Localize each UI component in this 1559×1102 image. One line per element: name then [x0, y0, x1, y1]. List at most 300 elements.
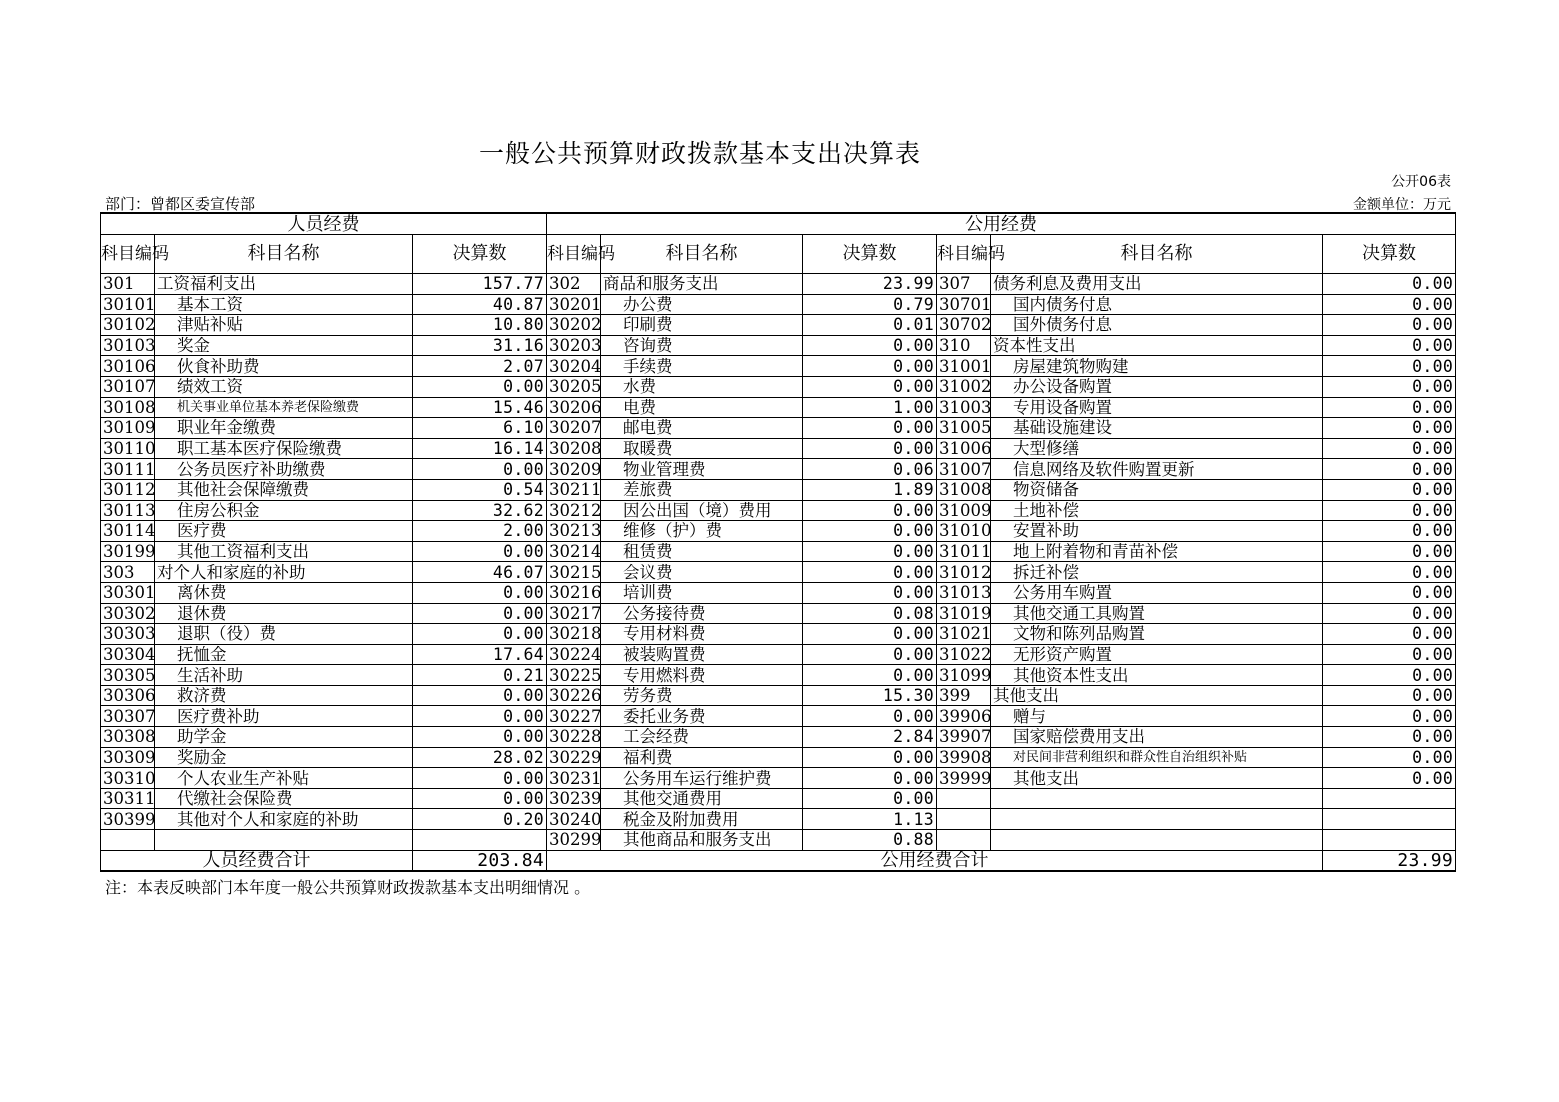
cell-code: 30215	[547, 562, 601, 583]
cell-code: 30207	[547, 418, 601, 439]
cell-amount: 0.00	[1323, 521, 1456, 542]
cell-name: 专用材料费	[601, 624, 803, 645]
table-row	[101, 294, 1456, 315]
cell-name: 津贴补贴	[155, 315, 413, 336]
cell-amount: 0.08	[803, 603, 937, 624]
cell-name: 个人农业生产补贴	[155, 768, 413, 789]
cell-code: 31019	[937, 603, 991, 624]
totals-row	[101, 850, 1456, 871]
section-personnel: 人员经费	[101, 213, 547, 235]
cell-amount: 0.00	[1323, 747, 1456, 768]
cell-code: 30212	[547, 500, 601, 521]
footnote: 注：本表反映部门本年度一般公共预算财政拨款基本支出明细情况 。	[105, 878, 591, 897]
cell-amount: 32.62	[413, 500, 547, 521]
cell-amount: 0.00	[1323, 727, 1456, 748]
cell-amount: 0.00	[413, 376, 547, 397]
cell-amount: 0.00	[1323, 582, 1456, 603]
cell-name: 其他社会保障缴费	[155, 479, 413, 500]
cell-code: 31003	[937, 397, 991, 418]
table-row	[101, 727, 1456, 748]
cell-name: 其他商品和服务支出	[601, 830, 803, 851]
cell-name: 其他对个人和家庭的补助	[155, 809, 413, 830]
form-number: 公开06表	[1391, 174, 1451, 190]
cell-code: 39908	[937, 747, 991, 768]
cell-code: 31001	[937, 356, 991, 377]
cell-code: 30201	[547, 294, 601, 315]
cell-code: 302	[547, 274, 601, 295]
cell-name: 电费	[601, 397, 803, 418]
cell-name: 安置补助	[991, 521, 1323, 542]
cell-code: 30231	[547, 768, 601, 789]
cell-code: 30111	[101, 459, 155, 480]
cell-code: 31099	[937, 665, 991, 686]
cell-amount: 0.00	[803, 747, 937, 768]
cell-amount	[413, 830, 547, 851]
cell-name: 国外债务付息	[991, 315, 1323, 336]
cell-code: 30214	[547, 541, 601, 562]
cell-amount: 17.64	[413, 644, 547, 665]
cell-amount: 0.00	[803, 788, 937, 809]
cell-name: 水费	[601, 376, 803, 397]
cell-code: 30103	[101, 335, 155, 356]
cell-name: 基础设施建设	[991, 418, 1323, 439]
cell-amount: 2.00	[413, 521, 547, 542]
public-total-label: 公用经费合计	[547, 850, 1323, 871]
table-row	[101, 315, 1456, 336]
personnel-total-label: 人员经费合计	[101, 850, 413, 871]
cell-amount: 157.77	[413, 274, 547, 295]
cell-amount: 0.00	[1323, 438, 1456, 459]
cell-amount: 0.00	[1323, 274, 1456, 295]
cell-amount: 0.00	[1323, 376, 1456, 397]
cell-amount: 0.00	[803, 768, 937, 789]
cell-name: 手续费	[601, 356, 803, 377]
cell-amount: 0.00	[1323, 644, 1456, 665]
cell-code: 30226	[547, 685, 601, 706]
cell-name: 对民间非营利组织和群众性自治组织补贴	[991, 747, 1323, 768]
cell-name: 劳务费	[601, 685, 803, 706]
cell-code	[937, 830, 991, 851]
cell-name: 拆迁补偿	[991, 562, 1323, 583]
cell-code: 31013	[937, 582, 991, 603]
cell-name: 福利费	[601, 747, 803, 768]
table-row	[101, 706, 1456, 727]
cell-name: 退职（役）费	[155, 624, 413, 645]
cell-amount: 31.16	[413, 335, 547, 356]
table-row	[101, 665, 1456, 686]
cell-name: 租赁费	[601, 541, 803, 562]
cell-name: 绩效工资	[155, 376, 413, 397]
cell-code: 30229	[547, 747, 601, 768]
cell-amount: 0.00	[803, 665, 937, 686]
cell-code: 30303	[101, 624, 155, 645]
cell-name: 助学金	[155, 727, 413, 748]
cell-amount: 0.00	[803, 644, 937, 665]
budget-table	[100, 212, 1456, 872]
cell-name: 委托业务费	[601, 706, 803, 727]
cell-name: 专用燃料费	[601, 665, 803, 686]
cell-code: 30113	[101, 500, 155, 521]
cell-amount: 40.87	[413, 294, 547, 315]
section-public: 公用经费	[547, 213, 1456, 235]
cell-name: 专用设备购置	[991, 397, 1323, 418]
cell-name: 奖金	[155, 335, 413, 356]
cell-code: 301	[101, 274, 155, 295]
cell-amount: 0.54	[413, 479, 547, 500]
table-row	[101, 582, 1456, 603]
cell-name: 商品和服务支出	[601, 274, 803, 295]
cell-name: 其他工资福利支出	[155, 541, 413, 562]
cell-name: 工资福利支出	[155, 274, 413, 295]
cell-code: 30399	[101, 809, 155, 830]
cell-code	[937, 809, 991, 830]
cell-name: 土地补偿	[991, 500, 1323, 521]
cell-name: 地上附着物和青苗补偿	[991, 541, 1323, 562]
cell-name: 赠与	[991, 706, 1323, 727]
cell-code: 30306	[101, 685, 155, 706]
cell-name: 办公设备购置	[991, 376, 1323, 397]
cell-amount: 0.00	[413, 541, 547, 562]
cell-amount: 0.00	[803, 706, 937, 727]
cell-code: 30213	[547, 521, 601, 542]
cell-name: 退休费	[155, 603, 413, 624]
cell-amount: 0.21	[413, 665, 547, 686]
cell-name	[991, 830, 1323, 851]
header-amount: 决算数	[803, 235, 937, 274]
cell-code: 31012	[937, 562, 991, 583]
cell-name: 债务利息及费用支出	[991, 274, 1323, 295]
cell-name: 公务用车运行维护费	[601, 768, 803, 789]
table-row	[101, 521, 1456, 542]
cell-amount: 0.79	[803, 294, 937, 315]
cell-code: 30106	[101, 356, 155, 377]
cell-code: 30702	[937, 315, 991, 336]
cell-amount: 0.00	[803, 582, 937, 603]
cell-amount: 0.00	[1323, 665, 1456, 686]
cell-name: 医疗费	[155, 521, 413, 542]
cell-code: 30304	[101, 644, 155, 665]
cell-amount: 0.00	[1323, 768, 1456, 789]
cell-code: 30211	[547, 479, 601, 500]
header-name: 科目名称	[991, 235, 1323, 274]
cell-name	[991, 788, 1323, 809]
cell-code: 30305	[101, 665, 155, 686]
cell-code: 39907	[937, 727, 991, 748]
table-row	[101, 274, 1456, 295]
cell-name: 培训费	[601, 582, 803, 603]
cell-amount: 10.80	[413, 315, 547, 336]
cell-code: 30112	[101, 479, 155, 500]
cell-amount: 0.00	[1323, 479, 1456, 500]
cell-amount: 23.99	[803, 274, 937, 295]
cell-code: 30224	[547, 644, 601, 665]
cell-amount: 0.00	[1323, 294, 1456, 315]
cell-amount: 0.00	[1323, 459, 1456, 480]
public-total-value: 23.99	[1323, 850, 1456, 871]
header-name: 科目名称	[601, 235, 803, 274]
header-code: 科目编码	[547, 235, 601, 274]
cell-code: 30225	[547, 665, 601, 686]
cell-code: 30218	[547, 624, 601, 645]
cell-amount: 0.00	[1323, 500, 1456, 521]
cell-name: 取暖费	[601, 438, 803, 459]
cell-name: 税金及附加费用	[601, 809, 803, 830]
cell-name: 差旅费	[601, 479, 803, 500]
cell-name: 物业管理费	[601, 459, 803, 480]
cell-code: 31022	[937, 644, 991, 665]
cell-name: 公务接待费	[601, 603, 803, 624]
cell-amount: 16.14	[413, 438, 547, 459]
cell-code: 31005	[937, 418, 991, 439]
cell-code	[937, 788, 991, 809]
cell-name: 维修（护）费	[601, 521, 803, 542]
cell-code	[101, 830, 155, 851]
cell-amount: 0.00	[413, 603, 547, 624]
cell-code: 30228	[547, 727, 601, 748]
cell-code: 30110	[101, 438, 155, 459]
cell-code: 30311	[101, 788, 155, 809]
cell-amount: 0.00	[803, 500, 937, 521]
header-name: 科目名称	[155, 235, 413, 274]
cell-code: 30310	[101, 768, 155, 789]
cell-name: 公务员医疗补助缴费	[155, 459, 413, 480]
table-row	[101, 335, 1456, 356]
cell-code: 31009	[937, 500, 991, 521]
cell-code: 30108	[101, 397, 155, 418]
cell-code: 30701	[937, 294, 991, 315]
cell-name: 无形资产购置	[991, 644, 1323, 665]
cell-name: 咨询费	[601, 335, 803, 356]
cell-code: 30240	[547, 809, 601, 830]
cell-code: 30227	[547, 706, 601, 727]
cell-code: 31011	[937, 541, 991, 562]
cell-amount: 0.00	[803, 376, 937, 397]
cell-code: 30114	[101, 521, 155, 542]
table-row	[101, 479, 1456, 500]
cell-amount: 0.00	[803, 624, 937, 645]
cell-code: 30309	[101, 747, 155, 768]
cell-amount: 0.00	[1323, 541, 1456, 562]
cell-code: 303	[101, 562, 155, 583]
cell-name: 基本工资	[155, 294, 413, 315]
cell-code: 399	[937, 685, 991, 706]
cell-amount: 0.88	[803, 830, 937, 851]
cell-name: 因公出国（境）费用	[601, 500, 803, 521]
cell-amount: 0.00	[1323, 315, 1456, 336]
table-row	[101, 830, 1456, 851]
cell-name: 离休费	[155, 582, 413, 603]
table-body	[101, 274, 1456, 851]
table-row	[101, 397, 1456, 418]
cell-amount: 0.00	[413, 685, 547, 706]
cell-amount: 0.00	[1323, 624, 1456, 645]
cell-name: 公务用车购置	[991, 582, 1323, 603]
cell-amount: 2.84	[803, 727, 937, 748]
cell-name: 国内债务付息	[991, 294, 1323, 315]
cell-name: 房屋建筑物购建	[991, 356, 1323, 377]
table-row	[101, 644, 1456, 665]
cell-code: 30299	[547, 830, 601, 851]
cell-code: 30205	[547, 376, 601, 397]
cell-amount: 0.00	[803, 356, 937, 377]
cell-code: 30199	[101, 541, 155, 562]
cell-amount: 15.46	[413, 397, 547, 418]
cell-amount: 1.89	[803, 479, 937, 500]
cell-name: 资本性支出	[991, 335, 1323, 356]
cell-name: 伙食补助费	[155, 356, 413, 377]
cell-name: 印刷费	[601, 315, 803, 336]
cell-code: 39906	[937, 706, 991, 727]
cell-amount: 0.00	[803, 562, 937, 583]
cell-code: 30209	[547, 459, 601, 480]
cell-name: 职工基本医疗保险缴费	[155, 438, 413, 459]
cell-amount: 0.00	[413, 788, 547, 809]
cell-code: 30203	[547, 335, 601, 356]
page-title: 一般公共预算财政拨款基本支出决算表	[478, 139, 921, 168]
cell-name: 物资储备	[991, 479, 1323, 500]
cell-name: 抚恤金	[155, 644, 413, 665]
cell-amount: 1.13	[803, 809, 937, 830]
cell-amount: 2.07	[413, 356, 547, 377]
cell-code: 307	[937, 274, 991, 295]
cell-amount: 6.10	[413, 418, 547, 439]
cell-amount	[1323, 809, 1456, 830]
table-row	[101, 418, 1456, 439]
cell-code: 31007	[937, 459, 991, 480]
cell-code: 30204	[547, 356, 601, 377]
cell-code: 31006	[937, 438, 991, 459]
cell-amount: 15.30	[803, 685, 937, 706]
table-row	[101, 747, 1456, 768]
cell-amount: 0.20	[413, 809, 547, 830]
cell-code: 30206	[547, 397, 601, 418]
cell-amount: 0.00	[1323, 356, 1456, 377]
cell-name: 会议费	[601, 562, 803, 583]
table-row	[101, 603, 1456, 624]
cell-code: 30216	[547, 582, 601, 603]
cell-code: 30109	[101, 418, 155, 439]
table-row	[101, 768, 1456, 789]
cell-amount: 0.00	[803, 438, 937, 459]
cell-code: 30307	[101, 706, 155, 727]
header-amount: 决算数	[413, 235, 547, 274]
cell-code: 310	[937, 335, 991, 356]
cell-name: 代缴社会保险费	[155, 788, 413, 809]
header-code: 科目编码	[937, 235, 991, 274]
cell-code: 31002	[937, 376, 991, 397]
cell-name: 大型修缮	[991, 438, 1323, 459]
cell-code: 30202	[547, 315, 601, 336]
cell-code: 39999	[937, 768, 991, 789]
cell-amount: 0.00	[803, 418, 937, 439]
cell-code: 30301	[101, 582, 155, 603]
cell-name	[991, 809, 1323, 830]
cell-name: 其他交通工具购置	[991, 603, 1323, 624]
cell-amount: 28.02	[413, 747, 547, 768]
cell-amount: 0.00	[1323, 685, 1456, 706]
cell-amount: 0.00	[1323, 562, 1456, 583]
table-row	[101, 685, 1456, 706]
cell-name: 机关事业单位基本养老保险缴费	[155, 397, 413, 418]
table-row	[101, 459, 1456, 480]
cell-name: 办公费	[601, 294, 803, 315]
cell-amount: 0.00	[413, 459, 547, 480]
cell-name: 生活补助	[155, 665, 413, 686]
cell-code: 31008	[937, 479, 991, 500]
cell-amount: 0.00	[413, 727, 547, 748]
cell-name: 医疗费补助	[155, 706, 413, 727]
cell-name: 其他支出	[991, 768, 1323, 789]
cell-name: 职业年金缴费	[155, 418, 413, 439]
cell-name: 其他支出	[991, 685, 1323, 706]
cell-amount: 0.00	[803, 521, 937, 542]
cell-amount: 0.00	[1323, 706, 1456, 727]
cell-amount	[1323, 830, 1456, 851]
cell-amount: 0.00	[1323, 397, 1456, 418]
cell-amount: 0.00	[413, 706, 547, 727]
cell-name: 被装购置费	[601, 644, 803, 665]
table-row	[101, 562, 1456, 583]
cell-amount: 0.00	[803, 335, 937, 356]
cell-name: 其他资本性支出	[991, 665, 1323, 686]
cell-code: 31021	[937, 624, 991, 645]
cell-amount: 0.00	[413, 768, 547, 789]
cell-amount: 0.00	[413, 624, 547, 645]
table-row	[101, 438, 1456, 459]
amount-unit: 金额单位：万元	[1353, 197, 1451, 213]
table-row	[101, 500, 1456, 521]
table-row	[101, 376, 1456, 397]
header-amount: 决算数	[1323, 235, 1456, 274]
cell-amount: 0.00	[1323, 418, 1456, 439]
table-row	[101, 356, 1456, 377]
cell-amount: 0.00	[1323, 335, 1456, 356]
cell-name: 信息网络及软件购置更新	[991, 459, 1323, 480]
cell-name: 文物和陈列品购置	[991, 624, 1323, 645]
cell-code: 30107	[101, 376, 155, 397]
table-row	[101, 788, 1456, 809]
department-label: 部门：曾都区委宣传部	[105, 195, 256, 213]
cell-name: 住房公积金	[155, 500, 413, 521]
cell-code: 30308	[101, 727, 155, 748]
cell-name: 国家赔偿费用支出	[991, 727, 1323, 748]
cell-code: 30217	[547, 603, 601, 624]
cell-amount: 0.00	[1323, 603, 1456, 624]
header-code: 科目编码	[101, 235, 155, 274]
cell-name: 工会经费	[601, 727, 803, 748]
cell-amount: 0.00	[803, 541, 937, 562]
cell-amount: 1.00	[803, 397, 937, 418]
cell-code: 30101	[101, 294, 155, 315]
cell-name: 其他交通费用	[601, 788, 803, 809]
cell-amount: 0.00	[413, 582, 547, 603]
table-row	[101, 624, 1456, 645]
cell-amount: 0.06	[803, 459, 937, 480]
personnel-total-value: 203.84	[413, 850, 547, 871]
cell-name: 救济费	[155, 685, 413, 706]
cell-name: 邮电费	[601, 418, 803, 439]
cell-name: 对个人和家庭的补助	[155, 562, 413, 583]
cell-amount: 0.01	[803, 315, 937, 336]
cell-code: 30302	[101, 603, 155, 624]
table-row	[101, 809, 1456, 830]
cell-code: 30102	[101, 315, 155, 336]
cell-amount: 46.07	[413, 562, 547, 583]
cell-name	[155, 830, 413, 851]
cell-amount	[1323, 788, 1456, 809]
cell-code: 31010	[937, 521, 991, 542]
cell-code: 30208	[547, 438, 601, 459]
